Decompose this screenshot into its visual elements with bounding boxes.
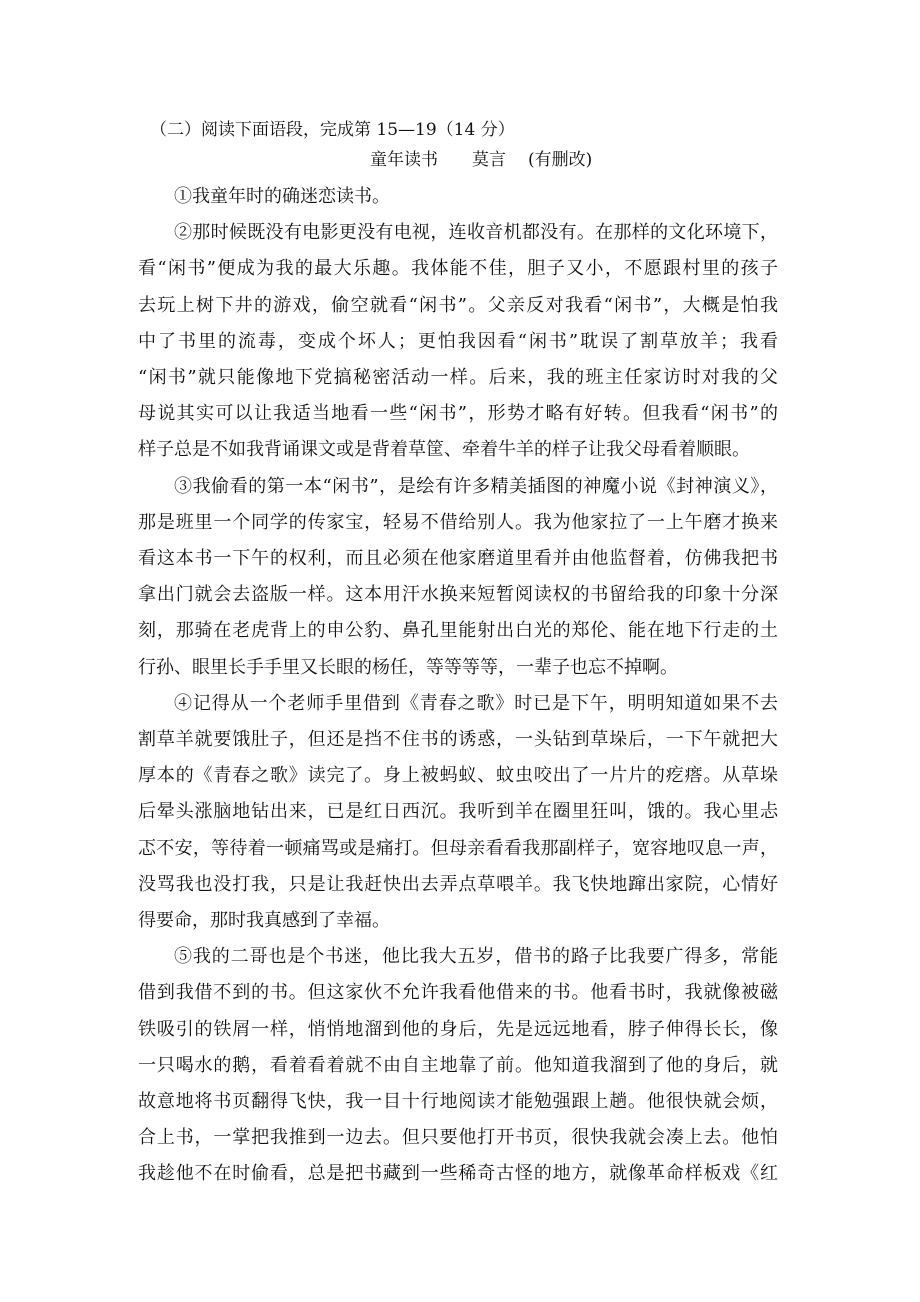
article-author: 莫言 — [472, 150, 506, 170]
text-line: 刻，那骑在老虎背上的申公豹、鼻孔里能射出白光的郑伦、能在地下行走的土 — [138, 620, 778, 641]
text-line: “闲书”就只能像地下党搞秘密活动一样。后来，我的班主任家访时对我的父 — [138, 367, 778, 388]
text-line: 样子总是不如我背诵课文或是背着草筐、牵着牛羊的样子让我父母看着顺眼。 — [138, 439, 750, 460]
text-line: 我趁他不在时偷看，总是把书藏到一些稀奇古怪的地方，就像革命样板戏《红 — [138, 1163, 778, 1184]
text-line: 去玩上树下井的游戏，偷空就看“闲书”。父亲反对我看“闲书”，大概是怕我 — [138, 295, 778, 316]
text-line: ③我偷看的第一本“闲书”，是绘有许多精美插图的神魔小说《封神演义》， — [174, 476, 778, 497]
text-line: 借到我借不到的书。但这家伙不允许我看他借来的书。他看书时，我就像被磁 — [138, 982, 778, 1003]
text-line: 厚本的《青春之歌》读完了。身上被蚂蚁、蚊虫咬出了一片片的疙瘩。从草垛 — [138, 765, 778, 786]
text-line: 铁吸引的铁屑一样，悄悄地溜到他的身后，先是远远地看，脖子伸得长长，像 — [138, 1019, 778, 1040]
text-line: ②那时候既没有电影更没有电视，连收音机都没有。在那样的文化环境下， — [174, 222, 778, 243]
text-line: 中了书里的流毒，变成个坏人；更怕我因看“闲书”耽误了割草放羊；我看 — [138, 331, 778, 352]
section-heading: （二）阅读下面语段，完成第 15—19（14 分） — [150, 120, 515, 140]
text-line: 故意地将书页翻得飞快，我一目十行地阅读才能勉强跟上趟。他很快就会烦， — [138, 1091, 778, 1112]
article-note: (有删改) — [528, 150, 593, 170]
text-line: 一只喝水的鹅，看着看着就不由自主地靠了前。他知道我溜到了他的身后，就 — [138, 1055, 778, 1076]
text-line: ④记得从一个老师手里借到《青春之歌》时已是下午，明明知道如果不去 — [174, 693, 778, 714]
text-line: 没骂我也没打我，只是让我赶快出去弄点草喂羊。我飞快地蹿出家院，心情好 — [138, 874, 778, 895]
text-line: 行孙、眼里长手手里又长眼的杨任，等等等等，一辈子也忘不掉啊。 — [138, 657, 678, 678]
article-title-text: 童年读书 — [370, 150, 438, 170]
text-line: 割草羊就要饿肚子，但还是挡不住书的诱惑，一头钻到草垛后，一下午就把大 — [138, 729, 778, 750]
text-line: 拿出门就会去盗版一样。这本用汗水换来短暂阅读权的书留给我的印象十分深 — [138, 584, 778, 605]
text-line: ①我童年时的确迷恋读书。 — [174, 186, 390, 207]
text-line: 那是班里一个同学的传家宝，轻易不借给别人。我为他家拉了一上午磨才换来 — [138, 512, 778, 533]
text-line: 看“闲书”便成为我的最大乐趣。我体能不佳，胆子又小，不愿跟村里的孩子 — [138, 258, 778, 279]
text-line: 后晕头涨脑地钻出来，已是红日西沉。我听到羊在圈里狂叫，饿的。我心里忐 — [138, 801, 778, 822]
article-title — [370, 148, 592, 172]
text-line: 合上书，一掌把我推到一边去。但只要他打开书页，很快我就会凑上去。他怕 — [138, 1127, 778, 1148]
text-line: 母说其实可以让我适当地看一些“闲书”，形势才略有好转。但我看“闲书”的 — [138, 403, 778, 424]
text-line: 忑不安，等待着一顿痛骂或是痛打。但母亲看看我那副样子，宽容地叹息一声， — [138, 838, 778, 859]
text-line: 看这本书一下午的权利，而且必须在他家磨道里看并由他监督着，仿佛我把书 — [138, 548, 778, 569]
text-line: ⑤我的二哥也是个书迷，他比我大五岁，借书的路子比我要广得多，常能 — [174, 946, 778, 967]
text-line: 得要命，那时我真感到了幸福。 — [138, 910, 390, 931]
